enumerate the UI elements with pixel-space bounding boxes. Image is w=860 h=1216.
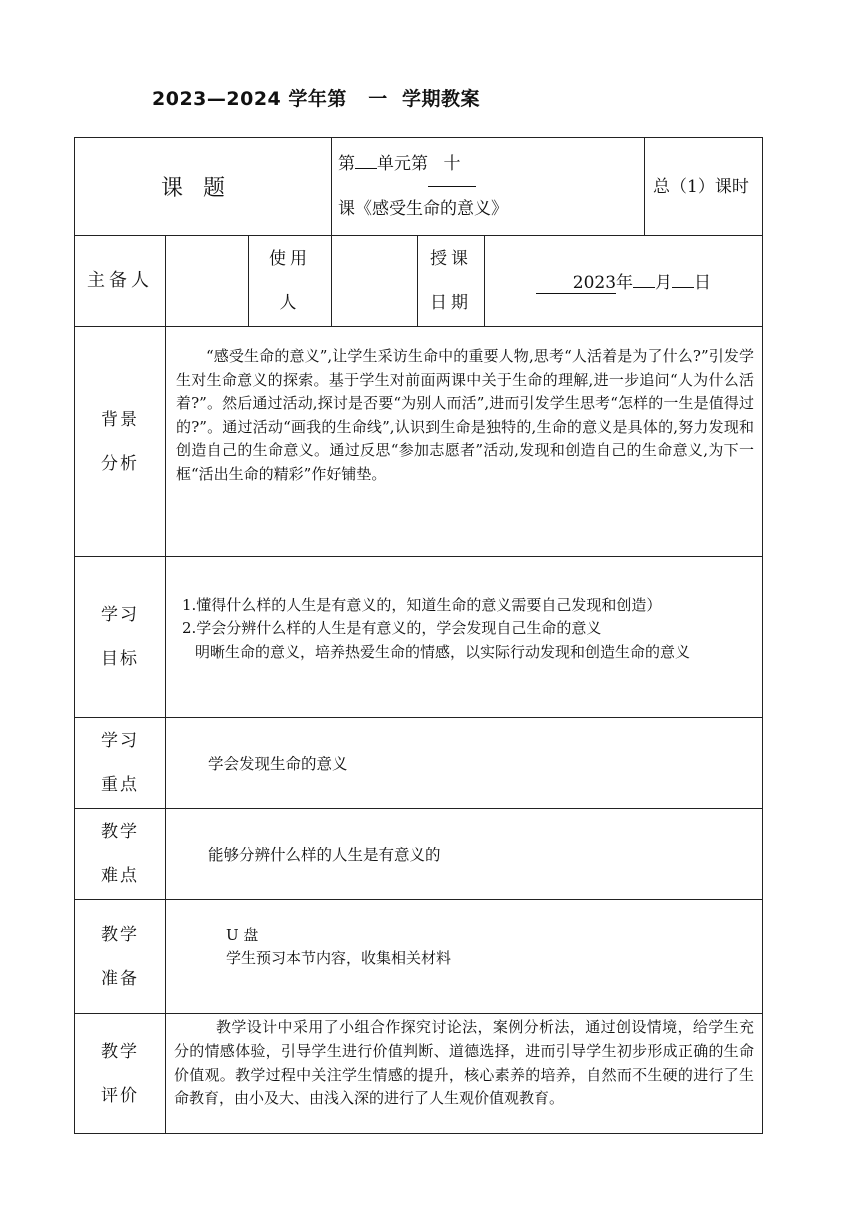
difficulty-row — [75, 809, 763, 900]
unit-blank — [355, 168, 377, 169]
info-row — [75, 236, 763, 327]
preparation-item: 学生预习本节内容，收集相关材料 — [226, 948, 452, 967]
learning-goals — [166, 557, 763, 718]
preparation-item: U 盘 — [226, 925, 259, 944]
user-label: 使用人 — [249, 236, 332, 327]
goals-label: 学习目标 — [75, 557, 166, 718]
lesson-number: 十 — [428, 142, 476, 187]
background-analysis — [166, 327, 763, 557]
background-label: 背景分析 — [75, 327, 166, 557]
lesson-suffix: 课《感受生命的意义》 — [338, 199, 509, 219]
topic-label: 课题 — [75, 138, 332, 236]
teaching-preparation — [166, 900, 763, 1014]
preparation-row — [75, 900, 763, 1014]
key-point-text: 学会发现生命的意义 — [166, 718, 763, 809]
preparation-label: 教学准备 — [75, 900, 166, 1014]
date-day-blank — [672, 287, 694, 288]
date-year-unit: 年 — [616, 273, 634, 293]
lesson-prefix: 第 — [338, 154, 356, 174]
evaluation-label: 教学评价 — [75, 1014, 166, 1134]
preparer-value — [166, 236, 249, 327]
page-title: 2023—2024 学年第 一 学期教案 — [152, 88, 480, 110]
difficulty-text: 能够分辨什么样的人生是有意义的 — [166, 809, 763, 900]
date-day-unit: 日 — [694, 273, 712, 293]
goal-item: 2.学会分辨什么样的人生是有意义的，学会发现自己生命的意义 — [182, 619, 602, 637]
lesson-plan-table — [74, 137, 763, 1134]
date-year: 2023 — [536, 273, 616, 294]
evaluation-row — [75, 1014, 763, 1134]
difficulty-label: 教学难点 — [75, 809, 166, 900]
evaluation-text: 教学设计中采用了小组合作探究讨论法，案例分析法，通过创设情境，给学生充分的情感体验，引导学生进行价值判断、道德选择，进而引导学生初步形成正确的生命价值观。教学过程中关注学生情感的提升，核心素养的培养，自然而不生硬的进行了生命教育，由小及大、由浅入深的进行了人生观价值观教育。 — [174, 1018, 755, 1108]
goals-row — [75, 557, 763, 718]
topic-row — [75, 138, 763, 236]
total-periods: 总（1）课时 — [645, 138, 763, 236]
lesson-unit-mid: 单元第 — [377, 154, 429, 174]
teaching-date — [485, 236, 763, 327]
goal-item: 明晰生命的意义，培养热爱生命的情感，以实际行动发现和创造生命的意义 — [195, 643, 691, 661]
date-month-blank — [633, 287, 655, 288]
teaching-evaluation — [166, 1014, 763, 1134]
user-value — [332, 236, 418, 327]
background-row — [75, 327, 763, 557]
background-text: “感受生命的意义”,让学生采访生命中的重要人物,思考“人活着是为了什么?”引发学生对生命意义的探索。基于学生对前面两课中关于生命的理解,进一步追问“人为什么活着?”。然后通过活动,探讨是否要“为别人而活”,进而引发学生思考“怎样的一生是值得过的?”。通过活动“画我的生命线”,认识到生命是独特的,生命的意义是具体的,努力发现和创造自己的生命意义。通过反思“参加志愿者”活动,发现和创造自己的生命意义,为下一框“活出生命的精彩”作好铺垫。 — [176, 347, 755, 483]
lesson-title — [332, 138, 645, 236]
date-month-unit: 月 — [655, 273, 673, 293]
key-point-label: 学习重点 — [75, 718, 166, 809]
goal-item: 1.懂得什么样的人生是有意义的，知道生命的意义需要自己发现和创造） — [182, 596, 662, 614]
key-point-row — [75, 718, 763, 809]
preparer-label: 主备人 — [75, 236, 166, 327]
date-label: 授课日期 — [418, 236, 485, 327]
